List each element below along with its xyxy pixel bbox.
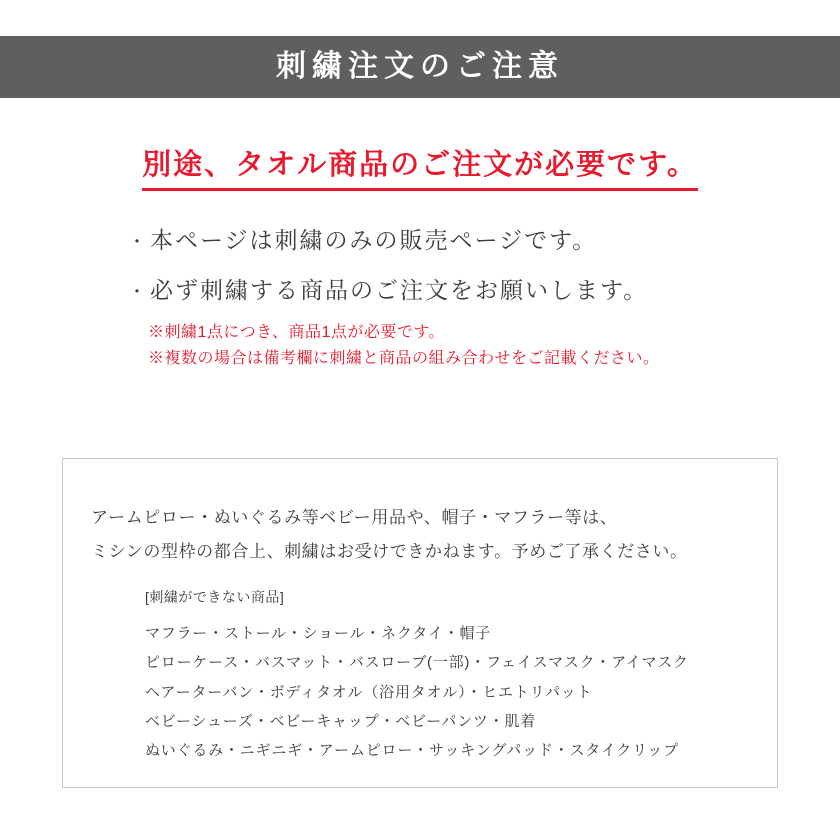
list-item-label: 本ページは刺繍のみの販売ページです。 [150,227,598,253]
restriction-lead-line-1: アームピロー・ぬいぐるみ等ベビー用品や、帽子・マフラー等は、 [91,508,618,527]
restriction-sublist [145,587,745,765]
list-item: ぬいぐるみ・ニギニギ・アームピロー・サッキングパッド・スタイクリップ [145,742,679,759]
bullet-dot-icon: ・ [128,282,148,302]
restriction-box [62,458,778,788]
note-list [148,320,808,373]
bullet-dot-icon: ・ [128,232,148,252]
list-item: マフラー・ストール・ショール・ネクタイ・帽子 [145,625,492,642]
list-item [128,272,768,305]
restriction-lead [91,501,751,569]
note-line: ※複数の場合は備考欄に刺繍と商品の組み合わせをご記載ください。 [148,350,660,368]
bullet-list [128,222,768,322]
headline [0,142,840,191]
list-item [128,222,768,255]
headline-text: 別途、タオル商品のご注文が必要です。 [142,142,698,191]
restriction-lead-line-2: ミシンの型枠の都合上、刺繍はお受けできかねます。予めご了承ください。 [91,542,688,561]
note-line: ※刺繍1点につき、商品1点が必要です。 [148,324,446,341]
list-item: ピローケース・バスマット・バスローブ(一部)・フェイスマスク・アイマスク [145,654,689,672]
list-item: ベビーシューズ・ベビーキャップ・ベビーパンツ・肌着 [145,712,537,730]
restriction-sublist-title: [刺繍ができない商品] [145,589,285,605]
header-banner [0,36,840,98]
page-title: 刺繍注文のご注意 [276,50,564,83]
list-item-label: 必ず刺繍する商品のご注文をお願いします。 [150,277,649,303]
list-item: ヘアーターバン・ボディタオル（浴用タオル）・ヒエトリパット [145,683,593,701]
